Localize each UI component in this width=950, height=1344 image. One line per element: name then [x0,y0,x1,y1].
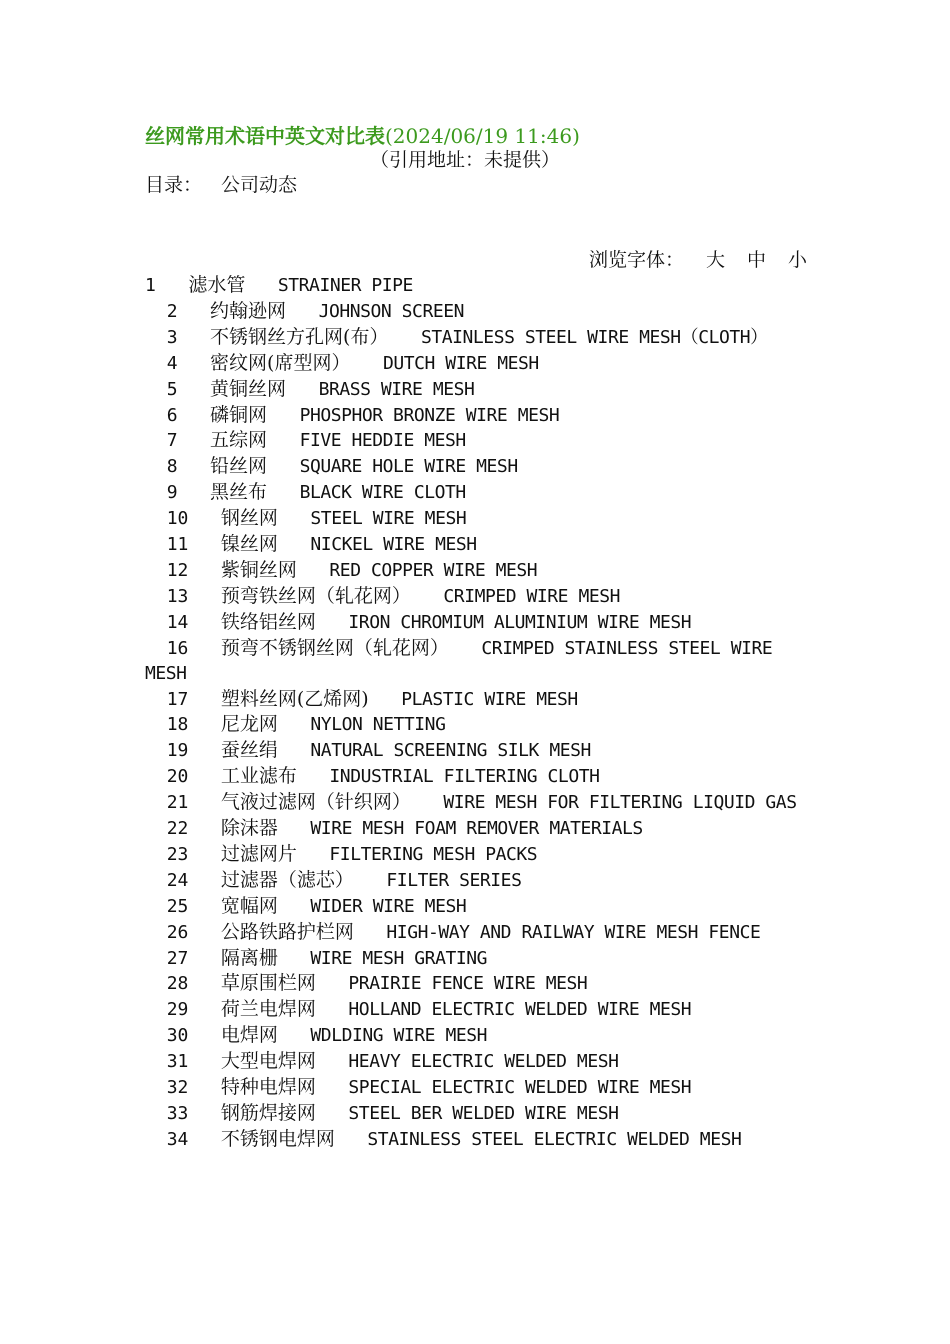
list-item [145,997,815,1023]
term-chinese: 电焊网 [220,1024,278,1047]
list-item [145,610,815,636]
title-line [145,124,815,148]
font-size-large-link[interactable]: 大 [705,249,725,271]
list-item [145,454,815,480]
term-chinese: 塑料丝网(乙烯网) [220,687,369,710]
term-english: STEEL BER WELDED WIRE MESH [348,1103,619,1124]
list-item [145,273,815,299]
term-number: 3 [166,326,178,348]
list-item [145,428,815,454]
term-number: 29 [166,999,189,1021]
list-item [145,506,815,532]
term-number: 23 [166,843,189,865]
term-english: PRAIRIE FENCE WIRE MESH [348,973,588,995]
term-number: 8 [166,456,178,478]
toc-label: 目录： [145,174,203,196]
list-item [145,868,815,894]
term-number: 32 [166,1077,189,1099]
term-english: NICKEL WIRE MESH [310,534,477,556]
term-chinese: 预弯不锈钢丝网（轧花网） [220,636,449,659]
term-number: 14 [166,611,189,633]
term-chinese: 不锈钢电焊网 [220,1127,335,1150]
term-english: NYLON NETTING [310,714,446,736]
term-number: 1 [145,275,156,296]
page-title: 丝网常用术语中英文对比表 [145,124,385,148]
term-number: 30 [166,1025,189,1047]
term-number: 34 [166,1128,189,1150]
term-english: WDLDING WIRE MESH [310,1025,487,1047]
term-chinese: 铅丝网 [210,455,268,478]
term-english: STEEL WIRE MESH [310,508,467,530]
term-chinese: 草原围栏网 [220,972,316,995]
term-chinese: 公路铁路护栏网 [220,920,354,943]
list-item [145,790,815,816]
term-english: BLACK WIRE CLOTH [299,482,466,504]
list-item [145,764,815,790]
term-number: 16 [166,637,189,659]
term-number: 4 [166,352,178,374]
citation: （引用地址：未提供） [370,149,561,171]
term-english: HIGH-WAY AND RAILWAY WIRE MESH FENCE [386,921,761,943]
list-item [145,636,815,687]
term-english: DUTCH WIRE MESH [382,352,539,374]
term-number: 5 [166,378,178,400]
term-chinese: 不锈钢丝方孔网(布） [210,325,389,348]
term-number: 25 [166,895,189,917]
term-chinese: 紫铜丝网 [220,558,297,581]
term-chinese: 镍丝网 [220,533,278,556]
term-number: 31 [166,1051,189,1073]
term-english: BRASS WIRE MESH [318,378,475,400]
term-english: WIDER WIRE MESH [310,895,467,917]
term-english: STAINLESS STEEL WIRE MESH（CLOTH） [420,326,768,348]
term-english: WIRE MESH FOAM REMOVER MATERIALS [310,818,643,840]
term-chinese: 气液过滤网（针织网） [220,791,411,814]
term-chinese: 蚕丝绢 [220,739,278,762]
term-number: 12 [166,559,189,581]
term-number: 10 [166,508,189,530]
list-item [145,971,815,997]
list-item [145,403,815,429]
term-english: PLASTIC WIRE MESH [401,688,578,710]
term-chinese: 荷兰电焊网 [220,998,316,1021]
term-english: SQUARE HOLE WIRE MESH [299,456,518,478]
term-list [145,273,815,1153]
list-item [145,532,815,558]
list-item [145,816,815,842]
term-number: 9 [166,482,178,504]
term-chinese: 钢筋焊接网 [220,1102,316,1124]
term-number: 24 [166,869,189,891]
list-item [145,377,815,403]
term-chinese: 除沫器 [220,817,278,840]
article [145,124,815,1153]
term-chinese: 磷铜网 [210,403,268,426]
list-item [145,1101,815,1127]
list-item [145,1075,815,1101]
term-english: CRIMPED WIRE MESH [443,585,620,607]
list-item [145,558,815,584]
term-english: WIRE MESH GRATING [310,947,487,969]
term-english: STRAINER PIPE [277,275,413,296]
list-item [145,351,815,377]
term-english: INDUSTRIAL FILTERING CLOTH [329,766,600,788]
term-english: PHOSPHOR BRONZE WIRE MESH [299,404,560,426]
list-item [145,325,815,351]
term-number: 22 [166,818,189,840]
term-english: NATURAL SCREENING SILK MESH [310,740,591,762]
term-chinese: 过滤网片 [220,842,297,865]
term-number: 2 [166,300,178,322]
term-chinese: 工业滤布 [220,765,297,788]
term-chinese: 滤水管 [188,274,246,296]
term-english: WIRE MESH FOR FILTERING LIQUID GAS [443,792,797,814]
list-item [145,946,815,972]
term-english: HOLLAND ELECTRIC WELDED WIRE MESH [348,999,692,1021]
list-item [145,584,815,610]
term-english: STAINLESS STEEL ELECTRIC WELDED MESH [367,1128,742,1150]
term-chinese: 黄铜丝网 [210,377,287,400]
toc-line [145,173,815,198]
term-english: HEAVY ELECTRIC WELDED MESH [348,1051,619,1073]
term-chinese: 宽幅网 [220,894,278,917]
list-item [145,1023,815,1049]
term-chinese: 密纹网(席型网） [210,351,351,374]
term-number: 13 [166,585,189,607]
font-size-selector [145,248,815,273]
term-chinese: 大型电焊网 [220,1050,316,1073]
font-size-small-link[interactable]: 小 [787,249,807,271]
term-chinese: 铁络铝丝网 [220,610,316,633]
term-number: 21 [166,792,189,814]
term-number: 28 [166,973,189,995]
list-item [145,480,815,506]
term-chinese: 过滤器（滤芯） [220,868,354,891]
term-chinese: 黑丝布 [210,481,268,504]
term-english: CRIMPED STAINLESS STEEL WIRE MESH [145,637,783,684]
font-size-medium-link[interactable]: 中 [746,249,766,271]
list-item [145,299,815,325]
term-chinese: 五综网 [210,429,268,452]
term-english: SPECIAL ELECTRIC WELDED WIRE MESH [348,1077,692,1099]
term-chinese: 尼龙网 [220,713,278,736]
toc-category-link[interactable]: 公司动态 [221,174,298,196]
term-number: 20 [166,766,189,788]
term-chinese: 钢丝网 [220,507,278,530]
list-item [145,712,815,738]
list-item [145,687,815,713]
term-english: IRON CHROMIUM ALUMINIUM WIRE MESH [348,611,692,633]
term-number: 17 [166,688,189,710]
term-english: JOHNSON SCREEN [318,300,464,322]
term-number: 11 [166,534,189,556]
term-english: FILTERING MESH PACKS [329,843,538,865]
list-item [145,842,815,868]
term-chinese: 隔离栅 [220,946,278,969]
term-number: 6 [166,404,178,426]
font-size-label: 浏览字体： [588,249,684,271]
term-number: 27 [166,947,189,969]
term-english: RED COPPER WIRE MESH [329,559,538,581]
term-number: 18 [166,714,189,736]
term-number: 33 [166,1103,189,1124]
term-chinese: 约翰逊网 [210,299,287,322]
list-item [145,738,815,764]
term-number: 19 [166,740,189,762]
term-number: 7 [166,430,178,452]
term-chinese: 预弯铁丝网（轧花网） [220,584,411,607]
term-chinese: 特种电焊网 [220,1076,316,1099]
list-item [145,920,815,946]
term-english: FIVE HEDDIE MESH [299,430,466,452]
list-item [145,894,815,920]
term-number: 26 [166,921,189,943]
list-item [145,1049,815,1075]
term-english: FILTER SERIES [386,869,522,891]
timestamp: (2024/06/19 11:46) [385,124,580,148]
list-item [145,1127,815,1153]
